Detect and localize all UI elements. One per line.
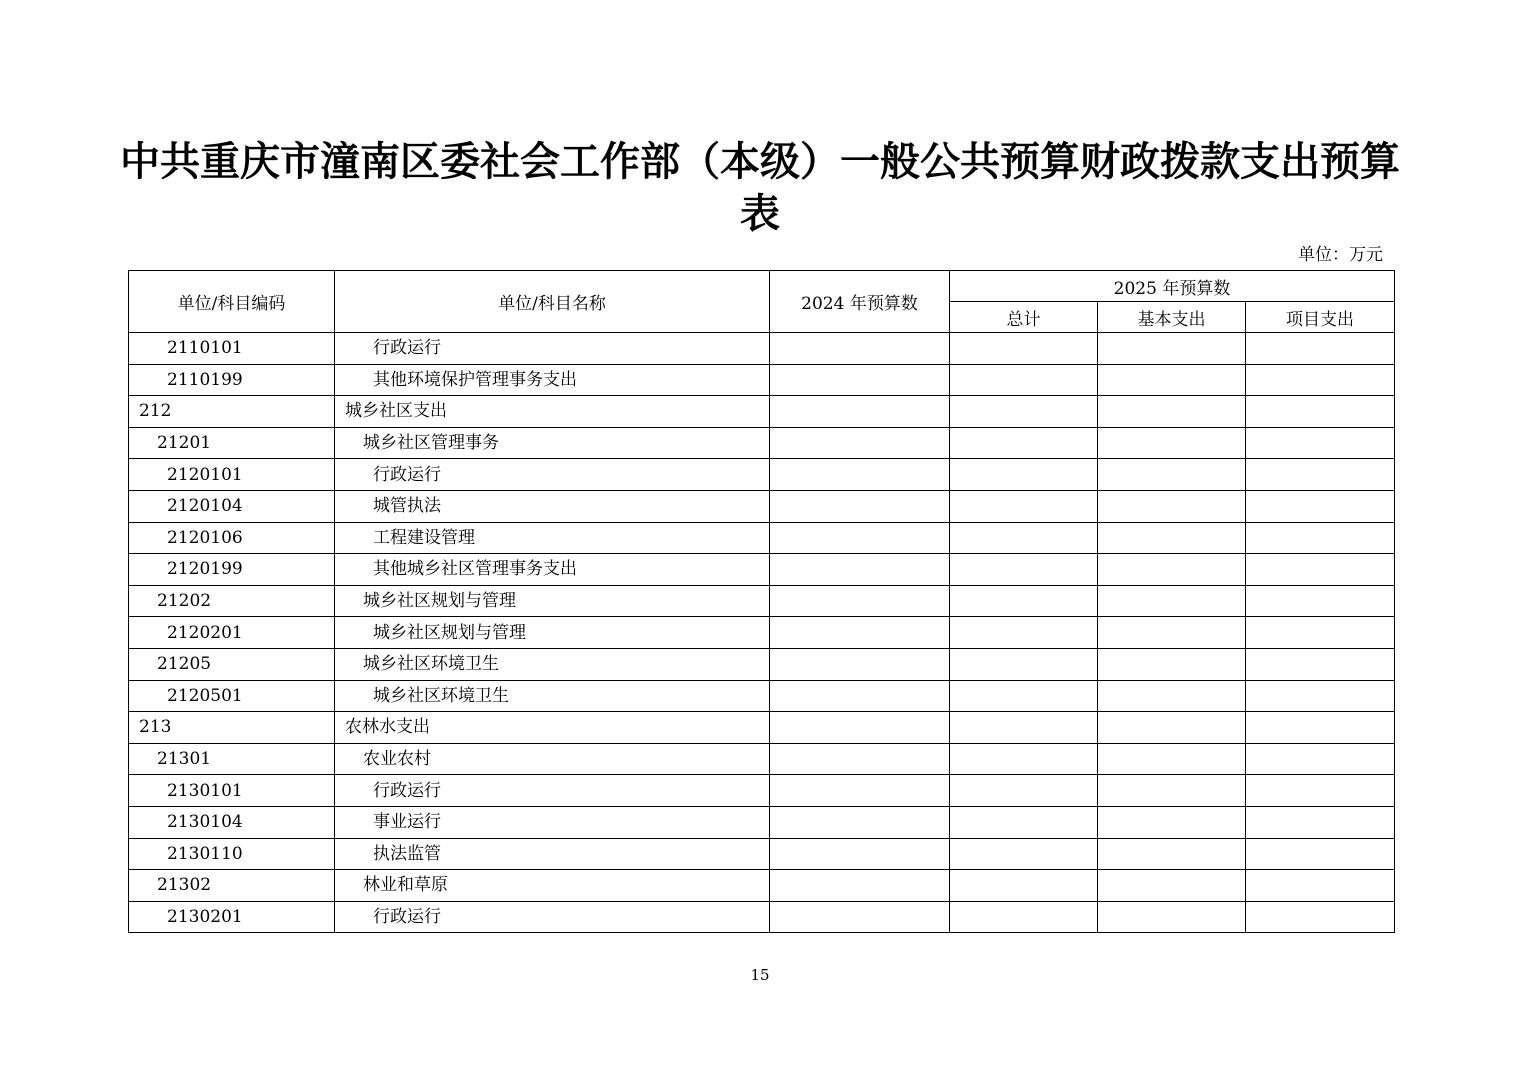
row-name: 城乡社区规划与管理	[335, 585, 770, 617]
row-code: 212	[129, 396, 335, 428]
table-row	[129, 459, 1395, 491]
row-prev-year-cell	[770, 743, 950, 775]
row-code: 2110101	[129, 333, 335, 365]
row-total-cell	[950, 364, 1098, 396]
header-code: 单位/科目编码	[129, 271, 335, 333]
row-project-cell	[1246, 490, 1395, 522]
row-prev-year-cell	[770, 364, 950, 396]
row-project-cell	[1246, 870, 1395, 902]
row-project-cell	[1246, 680, 1395, 712]
row-total-cell	[950, 427, 1098, 459]
table-row	[129, 396, 1395, 428]
row-name: 行政运行	[335, 775, 770, 807]
row-total-cell	[950, 870, 1098, 902]
row-total-cell	[950, 648, 1098, 680]
row-project-cell	[1246, 396, 1395, 428]
header-prev-year: 2024 年预算数	[770, 271, 950, 333]
row-code: 21202	[129, 585, 335, 617]
row-basic-cell	[1098, 870, 1246, 902]
row-prev-year-cell	[770, 585, 950, 617]
row-basic-cell	[1098, 585, 1246, 617]
row-basic-cell	[1098, 396, 1246, 428]
row-prev-year-cell	[770, 427, 950, 459]
row-total-cell	[950, 775, 1098, 807]
row-project-cell	[1246, 554, 1395, 586]
row-total-cell	[950, 712, 1098, 744]
row-basic-cell	[1098, 680, 1246, 712]
row-code: 2120101	[129, 459, 335, 491]
row-total-cell	[950, 396, 1098, 428]
row-total-cell	[950, 743, 1098, 775]
row-code: 2130104	[129, 806, 335, 838]
row-total-cell	[950, 522, 1098, 554]
row-project-cell	[1246, 333, 1395, 365]
table-row	[129, 333, 1395, 365]
row-name: 执法监管	[335, 838, 770, 870]
table-row	[129, 712, 1395, 744]
row-basic-cell	[1098, 743, 1246, 775]
unit-label: 单位：万元	[1298, 245, 1383, 265]
header-cur-year: 2025 年预算数	[950, 271, 1395, 302]
row-name: 其他环境保护管理事务支出	[335, 364, 770, 396]
row-prev-year-cell	[770, 333, 950, 365]
header-total: 总计	[950, 302, 1098, 333]
table-row	[129, 364, 1395, 396]
row-prev-year-cell	[770, 806, 950, 838]
row-prev-year-cell	[770, 901, 950, 933]
row-prev-year-cell	[770, 617, 950, 649]
row-name: 林业和草原	[335, 870, 770, 902]
row-code: 2120501	[129, 680, 335, 712]
row-name: 事业运行	[335, 806, 770, 838]
row-basic-cell	[1098, 364, 1246, 396]
row-prev-year-cell	[770, 680, 950, 712]
row-project-cell	[1246, 712, 1395, 744]
table-row	[129, 585, 1395, 617]
row-prev-year-cell	[770, 870, 950, 902]
row-basic-cell	[1098, 554, 1246, 586]
row-basic-cell	[1098, 490, 1246, 522]
table-row	[129, 806, 1395, 838]
row-project-cell	[1246, 901, 1395, 933]
table-row	[129, 870, 1395, 902]
row-total-cell	[950, 680, 1098, 712]
row-name: 工程建设管理	[335, 522, 770, 554]
row-total-cell	[950, 554, 1098, 586]
row-basic-cell	[1098, 522, 1246, 554]
row-prev-year-cell	[770, 712, 950, 744]
row-basic-cell	[1098, 901, 1246, 933]
row-basic-cell	[1098, 427, 1246, 459]
row-name: 城管执法	[335, 490, 770, 522]
row-prev-year-cell	[770, 490, 950, 522]
table-row	[129, 427, 1395, 459]
table-row	[129, 522, 1395, 554]
row-prev-year-cell	[770, 522, 950, 554]
table-row	[129, 680, 1395, 712]
page-title: 中共重庆市潼南区委社会工作部（本级）一般公共预算财政拨款支出预算表	[120, 138, 1400, 237]
row-total-cell	[950, 838, 1098, 870]
row-project-cell	[1246, 838, 1395, 870]
row-name: 其他城乡社区管理事务支出	[335, 554, 770, 586]
row-code: 2130101	[129, 775, 335, 807]
row-basic-cell	[1098, 775, 1246, 807]
row-project-cell	[1246, 648, 1395, 680]
table-row	[129, 554, 1395, 586]
row-basic-cell	[1098, 617, 1246, 649]
row-basic-cell	[1098, 712, 1246, 744]
row-name: 农林水支出	[335, 712, 770, 744]
row-name: 城乡社区环境卫生	[335, 680, 770, 712]
table-row	[129, 490, 1395, 522]
row-basic-cell	[1098, 806, 1246, 838]
header-name: 单位/科目名称	[335, 271, 770, 333]
row-name: 城乡社区支出	[335, 396, 770, 428]
row-name: 农业农村	[335, 743, 770, 775]
row-basic-cell	[1098, 333, 1246, 365]
row-project-cell	[1246, 617, 1395, 649]
row-prev-year-cell	[770, 775, 950, 807]
table-row	[129, 617, 1395, 649]
row-prev-year-cell	[770, 459, 950, 491]
row-code: 2130110	[129, 838, 335, 870]
row-project-cell	[1246, 427, 1395, 459]
row-prev-year-cell	[770, 838, 950, 870]
row-prev-year-cell	[770, 648, 950, 680]
row-code: 2120104	[129, 490, 335, 522]
table-row	[129, 743, 1395, 775]
row-total-cell	[950, 617, 1098, 649]
row-name: 城乡社区管理事务	[335, 427, 770, 459]
row-code: 21302	[129, 870, 335, 902]
row-code: 21301	[129, 743, 335, 775]
row-project-cell	[1246, 364, 1395, 396]
row-prev-year-cell	[770, 554, 950, 586]
row-total-cell	[950, 901, 1098, 933]
row-project-cell	[1246, 585, 1395, 617]
table-row	[129, 838, 1395, 870]
row-code: 21205	[129, 648, 335, 680]
row-name: 行政运行	[335, 333, 770, 365]
header-basic: 基本支出	[1098, 302, 1246, 333]
row-code: 21201	[129, 427, 335, 459]
row-project-cell	[1246, 775, 1395, 807]
row-code: 2120106	[129, 522, 335, 554]
row-total-cell	[950, 333, 1098, 365]
table-row	[129, 648, 1395, 680]
row-name: 城乡社区环境卫生	[335, 648, 770, 680]
row-project-cell	[1246, 522, 1395, 554]
page-number: 15	[750, 966, 770, 984]
row-total-cell	[950, 585, 1098, 617]
row-total-cell	[950, 459, 1098, 491]
row-basic-cell	[1098, 838, 1246, 870]
row-code: 2120201	[129, 617, 335, 649]
row-name: 城乡社区规划与管理	[335, 617, 770, 649]
row-basic-cell	[1098, 459, 1246, 491]
row-code: 2130201	[129, 901, 335, 933]
row-basic-cell	[1098, 648, 1246, 680]
table-row	[129, 775, 1395, 807]
table-row	[129, 901, 1395, 933]
row-total-cell	[950, 806, 1098, 838]
header-project: 项目支出	[1246, 302, 1395, 333]
row-project-cell	[1246, 459, 1395, 491]
row-name: 行政运行	[335, 901, 770, 933]
row-code: 213	[129, 712, 335, 744]
row-code: 2120199	[129, 554, 335, 586]
row-project-cell	[1246, 743, 1395, 775]
row-prev-year-cell	[770, 396, 950, 428]
row-project-cell	[1246, 806, 1395, 838]
row-name: 行政运行	[335, 459, 770, 491]
row-total-cell	[950, 490, 1098, 522]
row-code: 2110199	[129, 364, 335, 396]
budget-table	[128, 270, 1395, 933]
